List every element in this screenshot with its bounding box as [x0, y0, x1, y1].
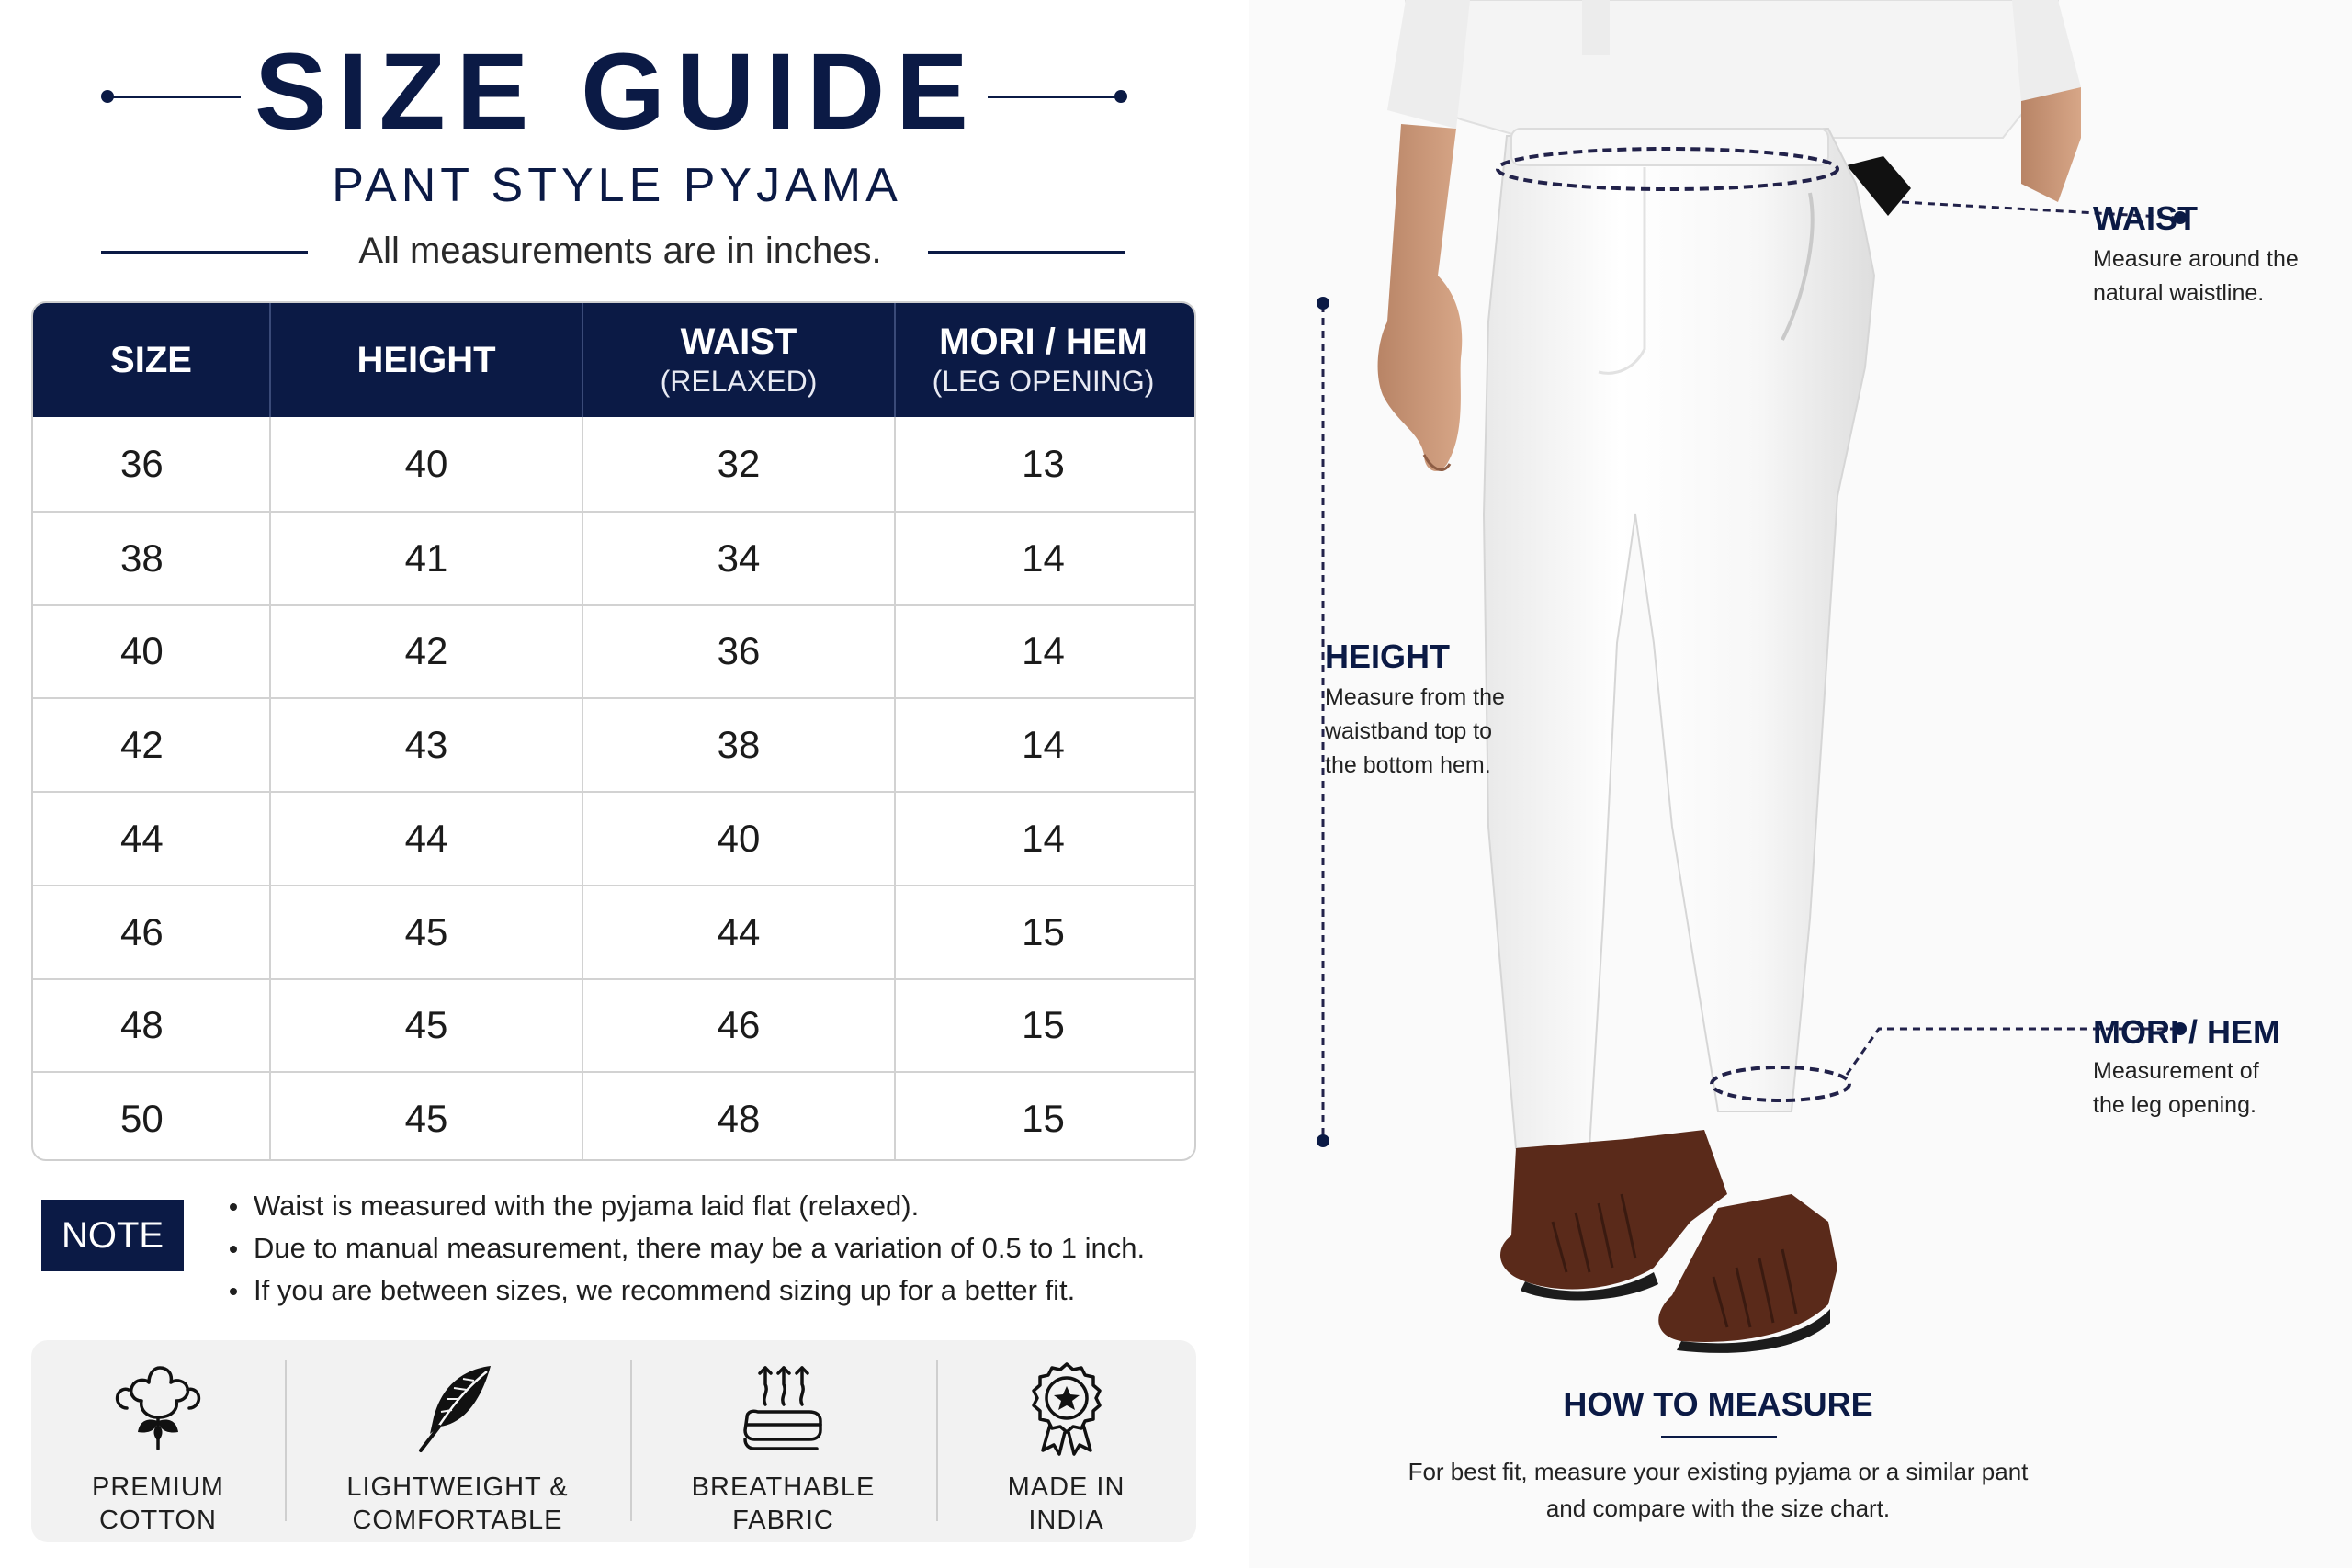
award-badge-icon [1015, 1360, 1118, 1456]
table-row [33, 1071, 1194, 1161]
pants [1484, 129, 1874, 1148]
title-dot-right [1114, 90, 1127, 103]
how-to-measure-rule [1661, 1436, 1777, 1438]
header-waist [583, 303, 896, 417]
note-item: Due to manual measurement, there may be a variation of 0.5 to 1 inch. [228, 1227, 1145, 1269]
cell-height: 45 [271, 1073, 583, 1161]
how-to-measure-title: HOW TO MEASURE [1563, 1385, 1873, 1423]
cell-size: 40 [33, 606, 271, 698]
feature-lightweight [285, 1340, 630, 1542]
hem-annotation-title: MORI / HEM [2093, 1013, 2280, 1051]
table-row [33, 697, 1194, 791]
height-annotation-title: HEIGHT [1325, 637, 1451, 675]
shirt [1406, 0, 2058, 138]
cotton-icon [107, 1360, 209, 1456]
header-height-label: HEIGHT [356, 340, 496, 380]
cell-height: 41 [271, 513, 583, 604]
table-body [33, 417, 1194, 1161]
header-mori-hem-sublabel: (LEG OPENING) [932, 365, 1155, 398]
cell-size: 46 [33, 886, 271, 978]
hem-annotation-text: Measurement of the leg opening. [2093, 1058, 2259, 1118]
height-annotation-text: Measure from the waistband top to the bottom hem. [1325, 684, 1505, 778]
cell-size: 36 [33, 417, 271, 511]
header-waist-sublabel: (RELAXED) [660, 365, 818, 398]
units-rule-right [928, 251, 1125, 254]
title-rule-right [988, 96, 1121, 98]
units-note: All measurements are in inches. [358, 231, 882, 271]
note-badge: NOTE [41, 1200, 184, 1271]
header-size [33, 303, 271, 417]
cell-height: 40 [271, 417, 583, 511]
cell-waist: 36 [583, 606, 896, 698]
table-row [33, 511, 1194, 604]
cell-waist: 32 [583, 417, 896, 511]
page-subtitle: PANT STYLE PYJAMA [332, 159, 902, 212]
cell-waist: 44 [583, 886, 896, 978]
feature-label: BREATHABLE FABRIC [691, 1472, 876, 1535]
cell-mori-hem: 14 [1022, 536, 1065, 580]
feature-made-in-india [936, 1340, 1196, 1542]
feature-label: MADE IN INDIA [1007, 1472, 1125, 1535]
header-height [271, 303, 583, 417]
measure-illustration-panel [1250, 0, 2352, 1568]
cell-size: 48 [33, 980, 271, 1072]
feature-label: PREMIUM COTTON [92, 1472, 224, 1535]
cell-mori-hem: 13 [1022, 441, 1065, 485]
waist-annotation-text: Measure around the natural waistline. [2093, 246, 2299, 306]
cell-height: 43 [271, 699, 583, 791]
note-item: Waist is measured with the pyjama laid flat (relaxed). [228, 1185, 1145, 1227]
cell-mori-hem: 14 [1022, 723, 1065, 767]
table-row [33, 978, 1194, 1072]
table-row [33, 885, 1194, 978]
cell-mori-hem: 14 [1022, 629, 1065, 673]
feature-label: LIGHTWEIGHT & COMFORTABLE [346, 1472, 569, 1535]
waist-annotation-title: WAIST [2093, 199, 2198, 237]
table-row [33, 604, 1194, 698]
cell-size: 50 [33, 1073, 271, 1161]
cell-waist: 34 [583, 513, 896, 604]
note-item: If you are between sizes, we recommend sizing up for a better fit. [228, 1269, 1145, 1312]
cell-waist: 38 [583, 699, 896, 791]
cell-waist: 48 [583, 1073, 896, 1161]
cell-height: 42 [271, 606, 583, 698]
cell-height: 44 [271, 793, 583, 885]
feather-icon [406, 1360, 509, 1456]
cell-size: 44 [33, 793, 271, 885]
header-size-label: SIZE [110, 340, 192, 380]
left-hand [1378, 124, 1463, 471]
header-mori-hem-label: MORI / HEM [939, 321, 1148, 362]
cell-mori-hem: 15 [1022, 1003, 1065, 1047]
cell-height: 45 [271, 980, 583, 1072]
table-header [33, 303, 1194, 417]
table-row [33, 791, 1194, 885]
cell-waist: 40 [583, 793, 896, 885]
cell-mori-hem: 15 [1022, 909, 1065, 953]
page-title: SIZE GUIDE [254, 31, 979, 152]
cell-waist: 46 [583, 980, 896, 1072]
table-row [33, 417, 1194, 511]
breathable-fabric-icon [732, 1360, 835, 1456]
features-bar [31, 1340, 1196, 1542]
feature-breathable [630, 1340, 936, 1542]
cell-size: 38 [33, 513, 271, 604]
cell-mori-hem: 14 [1022, 816, 1065, 860]
cell-mori-hem: 15 [1022, 1097, 1065, 1141]
cell-size: 42 [33, 699, 271, 791]
feature-premium-cotton [31, 1340, 285, 1542]
header-waist-label: WAIST [680, 321, 797, 362]
header-mori-hem [896, 303, 1191, 417]
cell-height: 45 [271, 886, 583, 978]
note-list [228, 1185, 1145, 1312]
size-table [31, 301, 1196, 1161]
how-to-measure-text: For best fit, measure your existing pyjama or a similar pant and compare with the size chart. [1408, 1458, 2029, 1522]
